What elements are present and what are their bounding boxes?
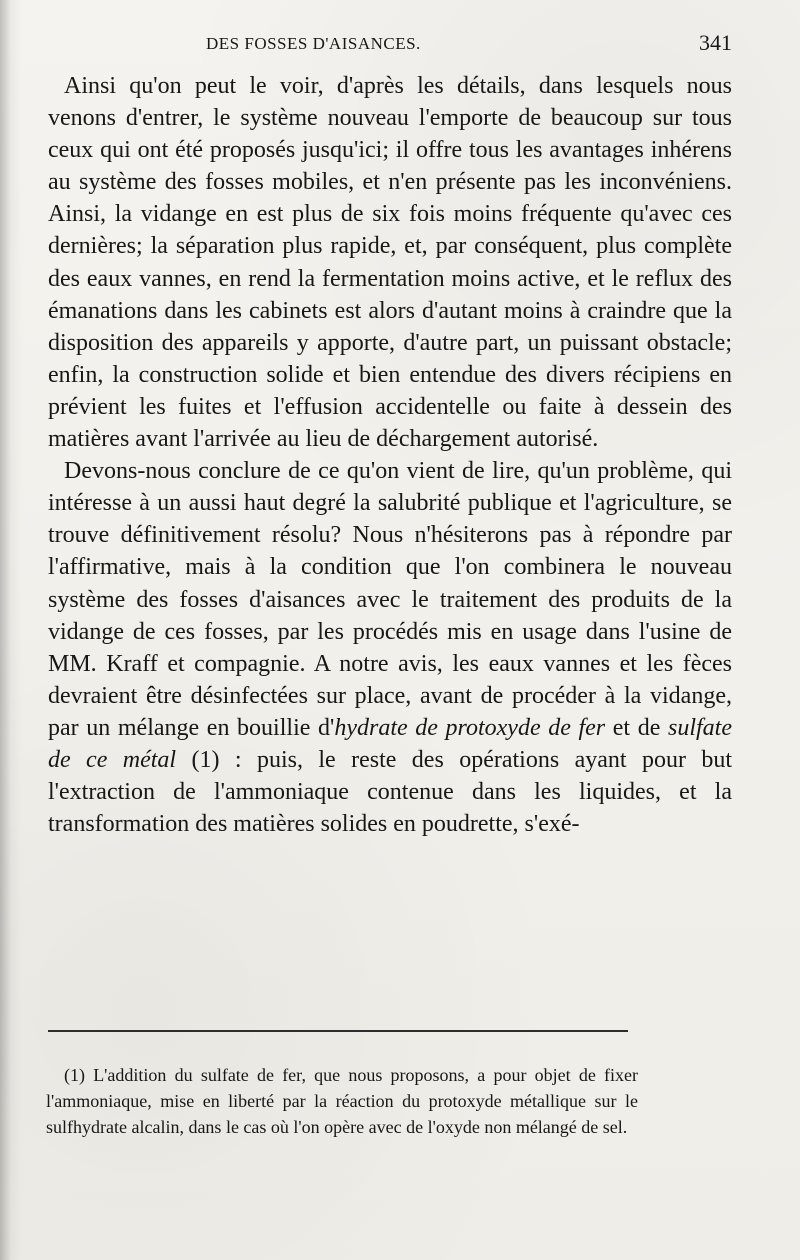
paragraph-1: Ainsi qu'on peut le voir, d'après les détails, dans lesquels nous venons d'entrer, le système nouveau l'emporte de beaucoup sur tous ceux qui ont été proposés jusqu'ici; il offre tous les avantages inhérens au système des fosses mobiles, et n'en présente pas les inconvéniens. Ainsi, la vidange en est plus de six fois moins fréquente qu'avec ces dernières; la séparation plus rapide, et, par conséquent, plus complète des eaux vannes, en rend la fermentation moins active, et le reflux des émanations dans les cabinets est alors d'autant moins à craindre que la disposition des appareils y apporte, d'autre part, un puissant obstacle; enfin, la construction solide et bien entendue des divers récipiens en prévient les fuites et l'effusion accidentelle ou faite à dessein des matières avant l'arrivée au lieu de déchargement autorisé. <box>48 73 732 453</box>
page-gutter-shadow <box>0 0 22 1260</box>
italic-hydrate-term: hydrate de protoxyde de fer <box>334 714 606 741</box>
main-text <box>48 70 732 840</box>
paragraph-2-intro: Devons-nous conclure de ce qu'on vient de lire, qu'un problème, qui intéresse à un aussi haut degré la salubrité publique et l'agriculture, se trouve définitivement résolu? Nous n'hésiterons pas à répondre par l'affirmative, mais à la condition que l'on combinera le nouveau système des fosses d'aisances avec le traitement des produits de la vidange de ces fosses, par les procédés mis en usage dans l'usine de MM. Kraff et compagnie. A notre avis, les eaux vannes et les fèces devraient être désinfectées sur place, avant de procéder à la vidange, par un mélange en bouillie d' <box>48 458 732 741</box>
footnote: (1) L'addition du sulfate de fer, que nous proposons, a pour objet de fixer l'ammoniaque, mise en liberté par la réaction du protoxyde métallique sur le sulfhydrate alcalin, dans le cas où l'on opère avec de l'oxyde non mélangé de sel. <box>46 1065 638 1137</box>
page-header <box>48 30 732 60</box>
running-head: DES FOSSES D'AISANCES. <box>206 34 421 53</box>
page-number: 341 <box>699 30 732 55</box>
paragraph-2-mid: et de <box>605 714 668 741</box>
paragraph-2-end: : puis, le reste des opérations ayant pour but l'extraction de l'ammoniaque contenue dans les liquides, et la transformation des matières solides en poudrette, s'exé- <box>48 746 733 838</box>
italic-sulfate-term: sulfate de ce métal <box>48 714 732 773</box>
footnote-marker: (1) <box>176 746 220 773</box>
footnote-separator <box>48 1030 628 1032</box>
paragraph-2 <box>48 455 732 840</box>
